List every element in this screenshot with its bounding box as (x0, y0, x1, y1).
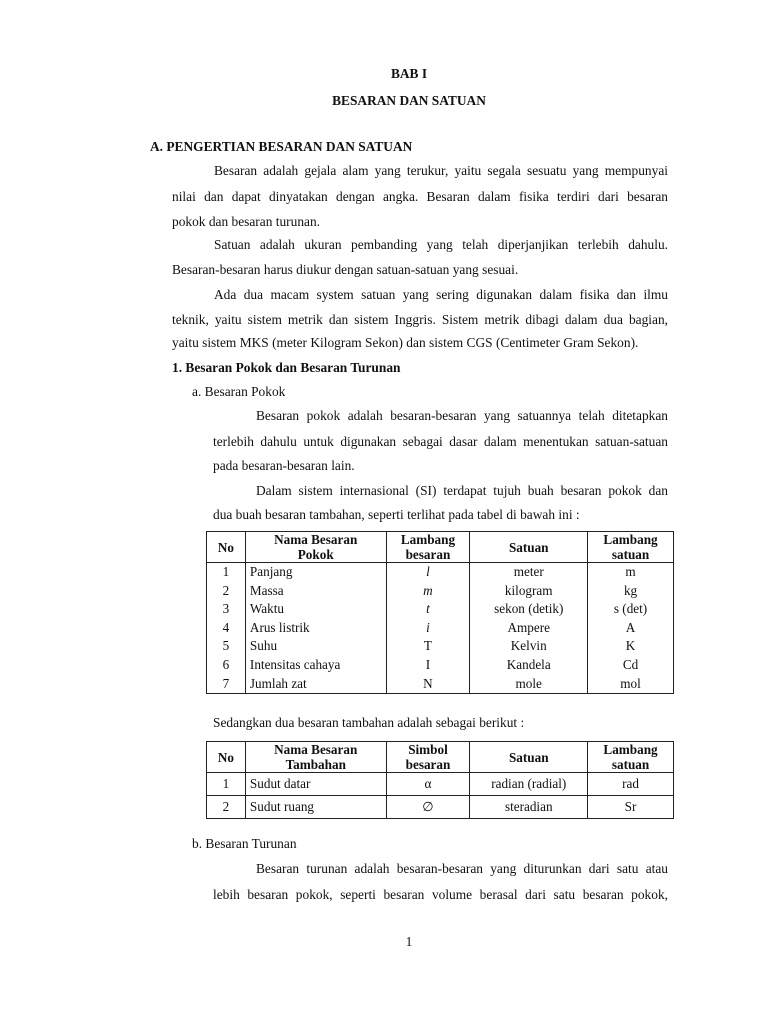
para1-line2: nilai dan dapat dinyatakan dengan angka. Besaran dalam fisika terdiri dari besaran (172, 189, 668, 204)
supplementary-quantities-table (206, 741, 674, 819)
base-quantities-table (206, 531, 674, 694)
table-header-row (207, 742, 674, 773)
cell-satuan: radian (radial) (470, 773, 588, 796)
cell-satuan: kilogram (470, 582, 588, 601)
subsection-1-heading: 1. Besaran Pokok dan Besaran Turunan (172, 360, 401, 375)
cell-lambang-satuan: A (588, 619, 674, 638)
cell-satuan: sekon (detik) (470, 600, 588, 619)
cell-lambang: T (386, 637, 470, 656)
cell-nama: Arus listrik (245, 619, 386, 638)
para2-line2: Besaran-besaran harus diukur dengan satuan-satuan yang sesuai. (172, 262, 519, 277)
cell-nama: Sudut ruang (245, 796, 386, 819)
col-nama-header: Nama Besaran Pokok (245, 532, 386, 563)
cell-lambang-satuan: s (det) (588, 600, 674, 619)
col-lambang-satuan-header: Lambang satuan (588, 742, 674, 773)
cell-no: 4 (207, 619, 246, 638)
cell-nama: Intensitas cahaya (245, 656, 386, 675)
cell-lambang-satuan: Sr (588, 796, 674, 819)
col-satuan-header: Satuan (470, 532, 588, 563)
cell-satuan: meter (470, 563, 588, 582)
cell-no: 3 (207, 600, 246, 619)
cell-nama: Waktu (245, 600, 386, 619)
cell-satuan: Ampere (470, 619, 588, 638)
para1-line3: pokok dan besaran turunan. (172, 214, 320, 229)
cell-satuan: steradian (470, 796, 588, 819)
para7-line2: lebih besaran pokok, seperti besaran volume berasal dari satu besaran pokok, (213, 887, 668, 902)
cell-nama: Suhu (245, 637, 386, 656)
cell-nama: Sudut datar (245, 773, 386, 796)
cell-lambang-satuan: Cd (588, 656, 674, 675)
para6: Sedangkan dua besaran tambahan adalah sebagai berikut : (213, 715, 525, 730)
cell-no: 5 (207, 637, 246, 656)
para4-line3: pada besaran-besaran lain. (213, 458, 355, 473)
table-row (207, 675, 674, 694)
cell-no: 1 (207, 773, 246, 796)
cell-nama: Panjang (245, 563, 386, 582)
cell-lambang-satuan: kg (588, 582, 674, 601)
col-nama-header: Nama Besaran Tambahan (245, 742, 386, 773)
cell-lambang-satuan: mol (588, 675, 674, 694)
cell-lambang: t (386, 600, 470, 619)
cell-lambang-satuan: K (588, 637, 674, 656)
cell-lambang: l (386, 563, 470, 582)
para5-line2: dua buah besaran tambahan, seperti terlihat pada tabel di bawah ini : (213, 507, 580, 522)
cell-satuan: Kelvin (470, 637, 588, 656)
chapter-title: BESARAN DAN SATUAN (332, 93, 486, 108)
cell-no: 1 (207, 563, 246, 582)
table-header-row (207, 532, 674, 563)
col-satuan-header: Satuan (470, 742, 588, 773)
cell-simbol: α (386, 773, 470, 796)
table-row (207, 637, 674, 656)
chapter-label: BAB I (390, 66, 428, 81)
table-row (207, 656, 674, 675)
para5-line1: Dalam sistem internasional (SI) terdapat tujuh buah besaran pokok dan (256, 483, 668, 498)
cell-satuan: Kandela (470, 656, 588, 675)
col-simbol-header: Simbol besaran (386, 742, 470, 773)
para4-line2: terlebih dahulu untuk digunakan sebagai dasar dalam menentukan satuan-satuan (213, 434, 668, 449)
table-row (207, 619, 674, 638)
cell-simbol: ∅ (386, 796, 470, 819)
cell-lambang: i (386, 619, 470, 638)
cell-no: 7 (207, 675, 246, 694)
cell-no: 2 (207, 796, 246, 819)
para3-line3: yaitu sistem MKS (meter Kilogram Sekon) dan sistem CGS (Centimeter Gram Sekon). (172, 335, 639, 350)
cell-lambang-satuan: m (588, 563, 674, 582)
section-a-heading: A. PENGERTIAN BESARAN DAN SATUAN (150, 139, 413, 154)
para3-line1: Ada dua macam system satuan yang sering digunakan dalam fisika dan ilmu (214, 287, 668, 302)
cell-lambang: m (386, 582, 470, 601)
cell-lambang: N (386, 675, 470, 694)
col-lambang-header: Lambang besaran (386, 532, 470, 563)
cell-lambang-satuan: rad (588, 773, 674, 796)
col-no-header: No (207, 532, 246, 563)
table-row (207, 582, 674, 601)
col-no-header: No (207, 742, 246, 773)
table-row (207, 563, 674, 582)
para2-line1: Satuan adalah ukuran pembanding yang telah diperjanjikan terlebih dahulu. (214, 237, 668, 252)
cell-no: 2 (207, 582, 246, 601)
col-lambang-satuan-header: Lambang satuan (588, 532, 674, 563)
cell-nama: Jumlah zat (245, 675, 386, 694)
cell-no: 6 (207, 656, 246, 675)
para4-line1: Besaran pokok adalah besaran-besaran yang satuannya telah ditetapkan (256, 408, 668, 423)
para7-line1: Besaran turunan adalah besaran-besaran yang diturunkan dari satu atau (256, 861, 668, 876)
subsection-b-heading: b. Besaran Turunan (192, 836, 297, 851)
table-row (207, 773, 674, 796)
table-row (207, 600, 674, 619)
para3-line2: teknik, yaitu sistem metrik dan sistem Inggris. Sistem metrik dibagi dalam dua bagian, (172, 312, 668, 327)
cell-nama: Massa (245, 582, 386, 601)
cell-lambang: I (386, 656, 470, 675)
cell-satuan: mole (470, 675, 588, 694)
para1-line1: Besaran adalah gejala alam yang terukur, yaitu segala sesuatu yang mempunyai (214, 163, 668, 178)
page-number: 1 (405, 934, 413, 949)
table-row (207, 796, 674, 819)
subsection-a-heading: a. Besaran Pokok (192, 384, 286, 399)
